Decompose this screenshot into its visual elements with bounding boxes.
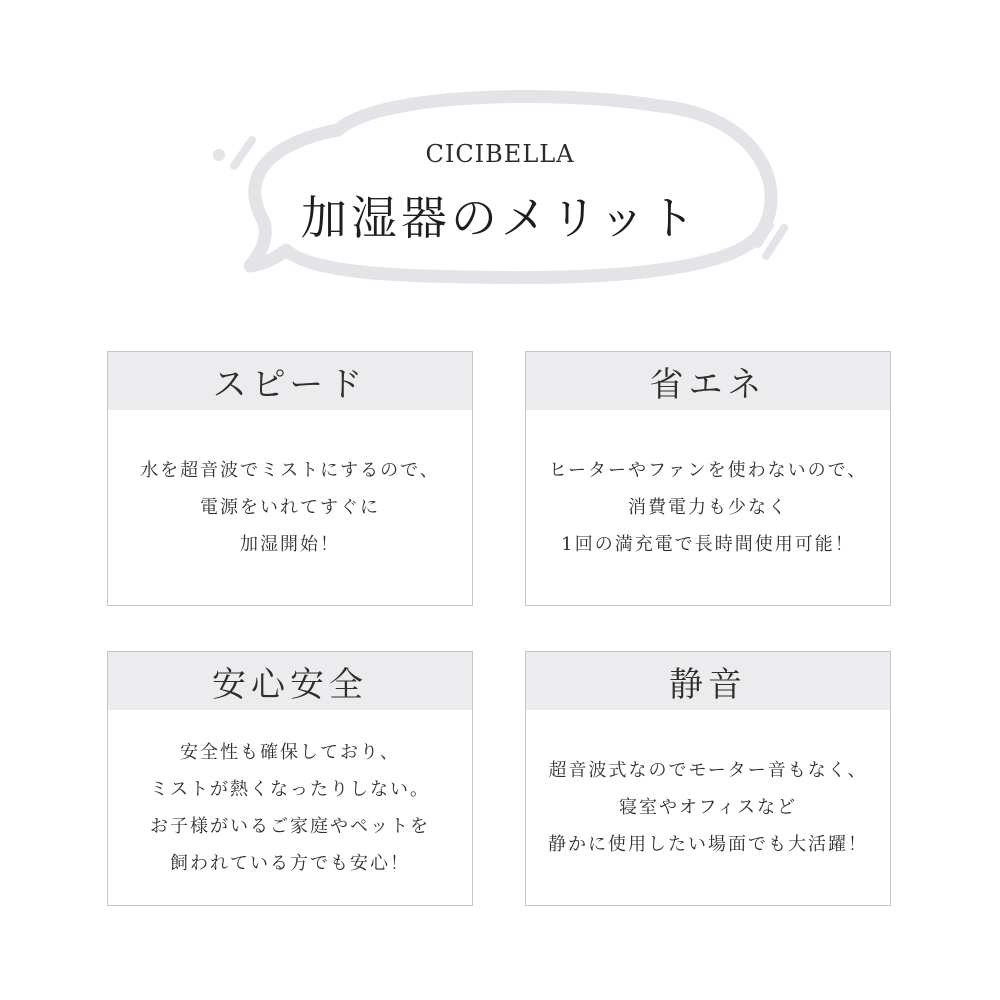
- card-body: [108, 710, 472, 905]
- card-line: 消費電力も少なく: [628, 497, 788, 518]
- card-energy-saving: [525, 351, 891, 606]
- card-line: ヒーターやファンを使わないので、: [548, 460, 868, 481]
- card-line: 静かに使用したい場面でも大活躍！: [548, 834, 868, 855]
- card-title: スピード: [108, 352, 472, 410]
- card-line: 水を超音波でミストにするので、: [140, 460, 440, 481]
- card-line: 安全性も確保しており、: [180, 741, 400, 763]
- card-title: 安心安全: [108, 652, 472, 710]
- card-line: 超音波式なのでモーター音もなく、: [548, 760, 868, 781]
- card-line: お子様がいるご家庭やペットを: [150, 815, 430, 837]
- brand-name: CICIBELLA: [425, 140, 575, 168]
- card-line: 加湿開始！: [240, 534, 340, 555]
- card-body: [108, 410, 472, 605]
- page-title: 加湿器のメリット: [300, 191, 700, 245]
- card-body: [526, 410, 890, 605]
- card-title: 省エネ: [526, 352, 890, 410]
- card-safety: [107, 651, 473, 906]
- card-quiet: [525, 651, 891, 906]
- card-title: 静音: [526, 652, 890, 710]
- header: [0, 0, 1000, 320]
- card-speed: [107, 351, 473, 606]
- card-line: 飼われている方でも安心！: [170, 852, 410, 874]
- card-line: 電源をいれてすぐに: [200, 497, 380, 518]
- card-body: [526, 710, 890, 905]
- card-line: 1回の満充電で長時間使用可能！: [561, 534, 855, 555]
- card-line: 寝室やオフィスなど: [618, 797, 798, 818]
- card-line: ミストが熱くなったりしない。: [150, 778, 430, 800]
